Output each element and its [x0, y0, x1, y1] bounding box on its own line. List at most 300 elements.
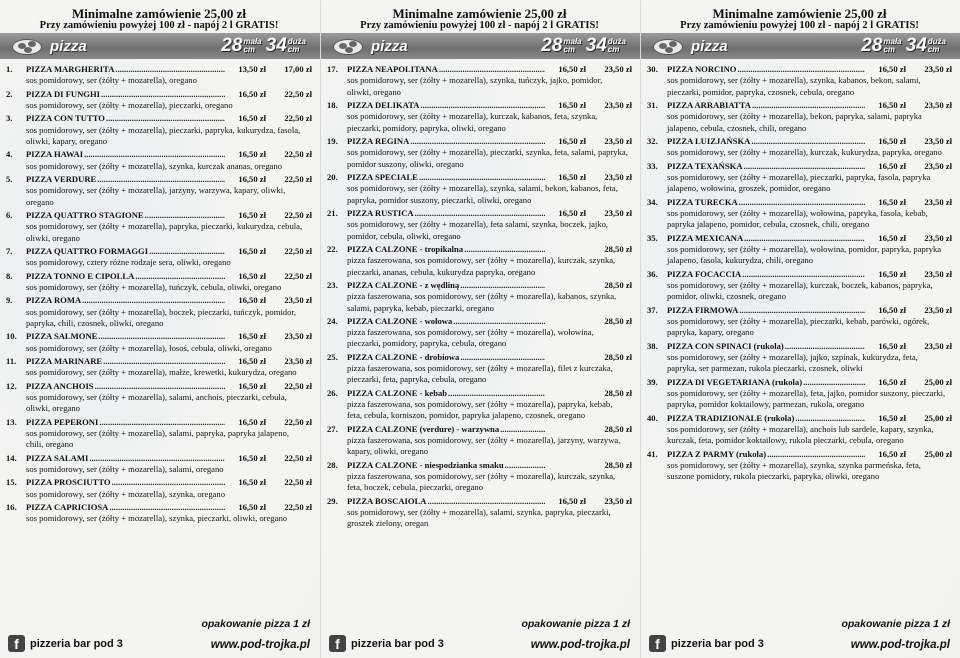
menu-item-row	[647, 449, 952, 460]
item-number: 13.	[6, 416, 17, 427]
price-large: 23,50 zł	[604, 64, 632, 74]
dot-leader	[464, 244, 545, 255]
menu-item-row	[6, 89, 312, 100]
item-ingredients: sos pomidorowy, ser (żółty + mozarella), papryka, pieczarki, kukurydza, cebula, oliwki, oregano	[26, 221, 303, 243]
size-number: 34	[265, 35, 287, 56]
price-large: 25,00 zł	[924, 376, 952, 387]
price-small: 16,50 zł	[878, 99, 906, 110]
price-large: 28,50 zł	[604, 459, 632, 470]
category-title: pizza	[50, 37, 87, 55]
item-number: 38.	[647, 340, 658, 351]
menu-item-row	[647, 136, 952, 147]
dot-leader	[428, 496, 545, 507]
item-ingredients: sos pomidorowy, ser (żółty + mozarella), szynka, kurczak ananas, oregano	[26, 160, 283, 171]
item-name: PIZZA FIRMOWA	[667, 304, 739, 315]
website-link[interactable]: www.pod-trojka.pl	[850, 639, 950, 651]
item-name: PIZZA MARGHERITA	[26, 64, 115, 74]
size-unit: cm	[243, 45, 255, 54]
dot-leader	[145, 210, 225, 221]
menu-item	[6, 149, 312, 172]
item-number: 35.	[647, 232, 658, 243]
menu-item	[327, 316, 632, 350]
pizza-topping-shape	[345, 47, 353, 53]
price-small: 16,50 zł	[238, 502, 266, 513]
menu-item	[6, 381, 312, 415]
price-small: 16,50 zł	[878, 232, 906, 243]
item-number: 22.	[327, 243, 338, 254]
price-small: 16,50 zł	[558, 99, 586, 110]
menu-item-row	[6, 271, 312, 282]
category-band	[321, 33, 640, 59]
menu-item-row	[647, 377, 952, 388]
dot-leader	[500, 424, 545, 435]
category-band	[0, 33, 320, 59]
price-large: 22,50 zł	[284, 113, 312, 124]
dot-leader	[421, 100, 545, 111]
price-small: 16,50 zł	[878, 412, 906, 423]
item-name: PIZZA CALZONE - z wędliną	[347, 279, 460, 290]
pizza-topping-shape	[349, 41, 357, 47]
price-small: 16,50 zł	[558, 171, 586, 182]
price-large: 22,50 zł	[284, 502, 312, 513]
menu-item-row	[327, 388, 632, 399]
item-ingredients: sos pomidorowy, ser (żółty + mozarella), szynka, szynka parmeńska, feta, suszone pomidory, rukola pieczarki, papryka, oliwki, oregano	[667, 459, 921, 482]
item-name: PIZZA ANCHOIS	[26, 380, 94, 391]
item-name: PIZZA NORCINO	[667, 64, 737, 74]
size-label	[288, 38, 306, 54]
item-number: 41.	[647, 448, 658, 459]
pizza-topping-shape	[669, 41, 677, 47]
item-ingredients: sos pomidorowy, ser (żółty + mozarella), szynka, oregano	[26, 488, 226, 499]
item-number: 6.	[6, 210, 13, 221]
item-name: PIZZA LUIZJAŃSKA	[667, 135, 751, 146]
item-number: 27.	[327, 423, 338, 434]
size-name: mała	[563, 37, 582, 46]
dot-leader	[739, 305, 865, 316]
facebook-page-name[interactable]: pizzeria bar pod 3	[671, 638, 764, 650]
menu-item	[6, 210, 312, 244]
price-large: 22,50 zł	[284, 416, 312, 427]
item-ingredients: sos pomidorowy, ser (żółty + mozarella), feta, jajko, pomidor suszony, pieczarki, papryka, pomidor koktailowy, parmezan, rukola, oregano	[667, 387, 946, 410]
price-large: 23,50 zł	[284, 295, 312, 306]
item-number: 11.	[6, 356, 17, 367]
size-large-header	[586, 35, 626, 57]
size-number: 28	[541, 35, 563, 56]
menu-item	[6, 356, 312, 379]
menu-item-row	[647, 233, 952, 244]
menu-item-row	[327, 172, 632, 183]
menu-item-row	[6, 295, 312, 306]
item-number: 10.	[6, 331, 17, 342]
dot-leader	[767, 449, 865, 460]
pizza-logo-icon	[331, 35, 365, 57]
item-number: 37.	[647, 304, 658, 315]
menu-item-row	[327, 100, 632, 111]
price-large: 23,50 zł	[924, 340, 952, 351]
menu-item-row	[647, 269, 952, 280]
size-small-header	[221, 35, 261, 57]
item-number: 33.	[647, 160, 658, 171]
item-ingredients: sos pomidorowy, ser (żółty + mozarella), szynka, salami, bekon, kabanos, feta, papryka, pomidor suszony, pieczarki, oliwki, oregano	[347, 183, 618, 205]
menu-column-3	[640, 0, 960, 658]
dot-leader	[97, 174, 225, 185]
item-ingredients: sos pomidorowy, ser (żółty + mozarella), jarzyny, warzywa, kapary, oliwki, oregano	[26, 185, 286, 207]
price-small: 16,50 zł	[238, 88, 266, 99]
item-name: PIZZA CAPRICIOSA	[26, 502, 109, 513]
menu-item-row	[6, 477, 312, 488]
item-name: PIZZA TURECKA	[667, 196, 738, 207]
size-small-header	[541, 35, 581, 57]
item-name: PIZZA MARINARE	[26, 356, 103, 367]
size-unit: cm	[883, 45, 895, 54]
menu-item-row	[327, 496, 632, 507]
menu-item	[647, 161, 952, 195]
packaging-note: opakowanie pizza 1 zł	[201, 618, 310, 630]
item-name: PIZZA FOCACCIA	[667, 268, 742, 279]
item-number: 21.	[327, 207, 338, 218]
price-large: 23,50 zł	[604, 495, 632, 506]
menu-column-1	[0, 0, 320, 658]
panel-footer	[327, 618, 630, 652]
item-name: PIZZA HAWAI	[26, 149, 84, 160]
item-ingredients: sos pomidorowy, ser (żółty + mozarella), pieczarki, kebab, parówki, ogórek, papryka, kapary, oregano	[667, 315, 930, 338]
price-large: 23,50 zł	[604, 171, 632, 182]
price-large: 28,50 zł	[604, 423, 632, 434]
min-order-heading: Minimalne zamówienie 25,00 zł	[71, 6, 247, 21]
item-name: PIZZA CALZONE - tropikalna	[347, 243, 464, 254]
item-ingredients: pizza faszerowana, sos pomidorowy, ser (żółty + mozarella), kabanos, szynka, salami, papryka, kebab, pieczarki, oregano	[347, 291, 617, 313]
item-ingredients: sos pomidorowy, ser (żółty + mozarella), salami, oregano	[26, 464, 224, 475]
dot-leader	[135, 271, 225, 282]
panel-footer	[6, 618, 310, 652]
size-number: 34	[905, 35, 927, 56]
item-ingredients: pizza faszerowana, sos pomidorowy, ser (żółty + mozarella), kurczak, szynka, feta, boczek, cebula, pieczarki, oregano	[347, 471, 616, 493]
facebook-page-name[interactable]: pizzeria bar pod 3	[351, 638, 444, 650]
promo-text: Przy zamówieniu powyżej 100 zł - napój 2 l GRATIS!	[680, 20, 919, 31]
item-number: 40.	[647, 412, 658, 423]
size-label	[928, 38, 946, 54]
item-name: PIZZA PEPERONI	[26, 416, 99, 427]
price-small: 16,50 zł	[238, 331, 266, 342]
menu-item	[647, 197, 952, 231]
item-ingredients: sos pomidorowy, ser (żółty + mozarella), szynka, kabanos, bekon, salami, pieczarki, pomidor, papryka, czosnek, cebula, oregano	[667, 75, 921, 97]
size-name: mała	[243, 37, 262, 46]
menu-item-row	[647, 197, 952, 208]
dot-leader	[803, 377, 865, 388]
price-large: 22,50 zł	[284, 452, 312, 463]
price-large: 22,50 zł	[284, 88, 312, 99]
menu-item-row	[6, 210, 312, 221]
item-number: 39.	[647, 376, 658, 387]
menu-item-row	[327, 424, 632, 435]
menu-item	[647, 449, 952, 483]
price-small: 16,50 zł	[238, 246, 266, 257]
item-ingredients: sos pomidorowy, ser (żółty + mozarella), małże, krewetki, kukurydza, oregano	[26, 367, 297, 378]
price-small: 16,50 zł	[238, 416, 266, 427]
item-number: 17.	[327, 64, 338, 74]
size-name: duża	[927, 37, 946, 46]
size-unit: cm	[287, 45, 300, 54]
size-headers	[541, 33, 626, 59]
menu-item-row	[6, 331, 312, 342]
item-number: 7.	[6, 246, 13, 257]
menu-item	[6, 271, 312, 294]
price-large: 22,50 zł	[284, 149, 312, 160]
menu-item-row	[647, 413, 952, 424]
item-name: PIZZA DI FUNGHI	[26, 88, 101, 99]
item-name: PIZZA CALZONE - drobiowa	[347, 351, 460, 362]
item-name: PIZZA DELIKATA	[347, 99, 420, 110]
price-small: 16,50 zł	[878, 340, 906, 351]
menu-item	[327, 460, 632, 494]
price-small: 16,50 zł	[878, 268, 906, 279]
menu-item	[647, 341, 952, 375]
size-label	[608, 38, 626, 54]
item-name: PIZZA SPECIALE	[347, 171, 418, 182]
price-large: 23,50 zł	[604, 135, 632, 146]
dot-leader	[505, 460, 545, 471]
size-label	[563, 38, 581, 54]
facebook-icon[interactable]: f	[8, 635, 25, 652]
size-name: duża	[287, 37, 306, 46]
price-small: 16,50 zł	[558, 495, 586, 506]
dot-leader	[149, 246, 225, 257]
menu-item-row	[6, 149, 312, 160]
pizza-topping-shape	[28, 41, 36, 47]
item-ingredients: sos pomidorowy, ser (żółty + mozarella), wołowina, papryka, fasola, kebab, papryka jalapeno, pomidor, cebula, czosnek, chili, oregano	[667, 207, 928, 230]
menu-item	[647, 377, 952, 411]
item-name: PIZZA DI VEGETARIANA (rukola)	[667, 376, 803, 387]
menu-item	[327, 388, 632, 422]
size-number: 34	[585, 35, 607, 56]
item-ingredients: sos pomidorowy, cztery różne rodzaje sera, oliwki, oregano	[26, 257, 231, 268]
menu-item	[327, 424, 632, 458]
item-ingredients: sos pomidorowy, ser (żółty + mozarella), wołowina, pomidor, papryka, papryka jalapeno, fasola, kukurydza, chili, oregano	[667, 243, 942, 266]
price-small: 16,50 zł	[878, 160, 906, 171]
menu-item	[647, 136, 952, 159]
item-ingredients: sos pomidorowy, ser (żółty + mozarella), szynka, tuńczyk, jajko, pomidor, oliwki, oregano	[347, 75, 603, 97]
item-ingredients: sos pomidorowy, ser (żółty + mozarella), salami, anchois, pieczarki, cebula, oliwki, oregano	[26, 392, 287, 414]
dot-leader	[106, 113, 225, 124]
menu-item	[6, 502, 312, 525]
price-small: 16,50 zł	[238, 270, 266, 281]
price-large: 17,00 zł	[284, 64, 312, 74]
menu-item	[327, 136, 632, 170]
price-small: 16,50 zł	[238, 174, 266, 185]
facebook-icon[interactable]: f	[329, 635, 346, 652]
packaging-note: opakowanie pizza 1 zł	[841, 618, 950, 630]
item-name: PIZZA Z PARMY (rukola)	[667, 448, 767, 459]
item-ingredients: sos pomidorowy, ser (żółty + mozarella), kurczak, kabanos, feta, szynka, pieczarki, pomidory, papryka, oliwki, oregano	[347, 111, 598, 133]
price-large: 23,50 zł	[924, 160, 952, 171]
category-title: pizza	[691, 37, 728, 55]
item-name: PIZZA MEXICANA	[667, 232, 744, 243]
price-small: 16,50 zł	[558, 135, 586, 146]
item-name: PIZZA CALZONE (verdure) - warzywna	[347, 423, 500, 434]
item-name: PIZZA BOSCAIOLA	[347, 495, 427, 506]
item-number: 32.	[647, 135, 658, 146]
item-number: 9.	[6, 295, 13, 306]
menu-item-row	[6, 64, 312, 75]
price-large: 23,50 zł	[924, 196, 952, 207]
dot-leader	[89, 453, 225, 464]
price-large: 23,50 zł	[924, 304, 952, 315]
item-ingredients: sos pomidorowy, ser (żółty + mozarella), salami, szynka, papryka, pieczarki, groszek zielony, oregan	[347, 507, 611, 529]
item-ingredients: sos pomidorowy, ser (żółty + mozarella), pieczarki, oregano	[26, 99, 233, 110]
menu-item	[327, 352, 632, 386]
price-large: 22,50 zł	[284, 174, 312, 185]
item-name: PIZZA TEXAŃSKA	[667, 160, 743, 171]
item-name: PIZZA TRADIZIONALE (rukola)	[667, 412, 795, 423]
dot-leader	[101, 89, 225, 100]
price-small: 16,50 zł	[878, 64, 906, 74]
item-name: PIZZA CALZONE - niespodzianka smaku	[347, 459, 504, 470]
price-small: 16,50 zł	[238, 210, 266, 221]
menu-item-row	[327, 316, 632, 327]
price-small: 16,50 zł	[878, 196, 906, 207]
category-band	[641, 33, 960, 59]
menu-item-row	[327, 136, 632, 147]
price-small: 16,50 zł	[238, 452, 266, 463]
size-unit: cm	[563, 45, 575, 54]
facebook-icon[interactable]: f	[649, 635, 666, 652]
dot-leader	[98, 331, 225, 342]
promo-text: Przy zamówieniu powyżej 100 zł - napój 2 l GRATIS!	[39, 20, 279, 31]
menu-item	[327, 172, 632, 206]
dot-leader	[739, 197, 865, 208]
item-name: PIZZA TONNO E CIPOLLA	[26, 270, 135, 281]
item-number: 5.	[6, 174, 13, 185]
item-number: 29.	[327, 495, 338, 506]
price-large: 22,50 zł	[284, 210, 312, 221]
menu-item	[647, 413, 952, 447]
menu-item-row	[6, 453, 312, 464]
item-number: 19.	[327, 135, 338, 146]
size-large-header	[906, 35, 946, 57]
price-small: 16,50 zł	[558, 207, 586, 218]
item-ingredients: sos pomidorowy, ser (żółty + mozarella), anchois lub sardele, kapary, szynka, kurczak, feta, pomidor koktailowy, rukola pieczarki, cebula, oregano	[667, 423, 934, 446]
pizza-topping-shape	[665, 47, 673, 53]
item-ingredients: pizza faszerowana, sos pomidorowy, ser (żółty + mozarella), papryka, kebab, feta, cebula, korniszon, pomidor, papryka jalapeno, czosnek, oregano	[347, 399, 613, 421]
item-name: PIZZA NEAPOLITANA	[347, 64, 438, 74]
size-large-header	[266, 35, 306, 57]
panel-footer	[647, 618, 950, 652]
website-link[interactable]: www.pod-trojka.pl	[530, 639, 630, 651]
item-number: 23.	[327, 279, 338, 290]
item-number: 16.	[6, 502, 17, 513]
price-small: 16,50 zł	[238, 380, 266, 391]
menu-item	[327, 208, 632, 242]
item-ingredients: sos pomidorowy, ser (żółty + mozarella), kurczak, kukurydza, papryka, oregano	[667, 147, 942, 158]
price-small: 16,50 zł	[558, 64, 586, 74]
menu-item	[327, 244, 632, 278]
menu-item-row	[327, 244, 632, 255]
price-small: 13,50 zł	[238, 64, 266, 74]
category-title: pizza	[371, 37, 408, 55]
menu-column-2	[320, 0, 640, 658]
dot-leader	[115, 64, 225, 75]
price-large: 23,50 zł	[604, 99, 632, 110]
menu-item	[6, 89, 312, 112]
dot-leader	[795, 413, 865, 424]
menu-item	[6, 477, 312, 500]
item-number: 4.	[6, 149, 13, 160]
min-order-heading: Minimalne zamówienie 25,00 zł	[392, 6, 567, 21]
menu-item	[647, 233, 952, 267]
menu-item-row	[6, 246, 312, 257]
packaging-note: opakowanie pizza 1 zł	[521, 618, 630, 630]
dot-leader	[744, 233, 865, 244]
dot-leader	[785, 341, 865, 352]
size-name: duża	[607, 37, 626, 46]
item-name: PIZZA ROMA	[26, 295, 82, 306]
price-large: 28,50 zł	[604, 387, 632, 398]
size-unit: cm	[927, 45, 940, 54]
item-ingredients: pizza faszerowana, sos pomidorowy, ser (żółty + mozarella), filet z kurczaka, pieczarki, feta, papryka, cebula, oregano	[347, 363, 613, 385]
menu-item	[6, 417, 312, 451]
menu-item-row	[327, 352, 632, 363]
price-large: 23,50 zł	[284, 356, 312, 367]
facebook-page-name[interactable]: pizzeria bar pod 3	[30, 638, 123, 650]
menu-item-row	[647, 161, 952, 172]
pizza-topping-shape	[24, 47, 32, 53]
item-number: 15.	[6, 477, 17, 488]
item-name: PIZZA CALZONE - wołowa	[347, 315, 453, 326]
menu-item-row	[6, 356, 312, 367]
pizza-list	[6, 64, 312, 525]
price-small: 16,50 zł	[238, 149, 266, 160]
dot-leader	[109, 502, 225, 513]
price-small: 16,50 zł	[238, 295, 266, 306]
item-ingredients: pizza faszerowana, sos pomidorowy, ser (żółty + mozarella), jarzyny, warzywa, kapary, oliwki, oregano	[347, 435, 621, 457]
item-number: 30.	[647, 64, 658, 74]
dot-leader	[99, 417, 225, 428]
menu-item-row	[327, 280, 632, 291]
price-large: 22,50 zł	[284, 270, 312, 281]
price-large: 28,50 zł	[604, 243, 632, 254]
menu-item-row	[647, 305, 952, 316]
item-ingredients: sos pomidorowy, ser (żółty + mozarella), salami, papryka, papryka jalapeno, chili, oregano	[26, 428, 289, 450]
website-link[interactable]: www.pod-trojka.pl	[210, 639, 310, 651]
menu-item	[327, 280, 632, 314]
menu-item	[6, 331, 312, 354]
menu-item-row	[6, 381, 312, 392]
menu-item-row	[647, 100, 952, 111]
pizza-list	[647, 64, 952, 482]
item-name: PIZZA CON TUTTO	[26, 113, 105, 124]
item-ingredients: sos pomidorowy, ser (żółty + mozarella), pieczarki, szynka, feta, salami, papryka, pomidor suszony, oliwki, oregano	[347, 147, 628, 169]
price-large: 22,50 zł	[284, 477, 312, 488]
menu-item-row	[6, 174, 312, 185]
item-number: 8.	[6, 270, 13, 281]
menu-item-row	[6, 502, 312, 513]
item-name: PIZZA VERDURE	[26, 174, 97, 185]
dot-leader	[84, 149, 225, 160]
size-label	[883, 38, 901, 54]
dot-leader	[744, 161, 865, 172]
item-ingredients: sos pomidorowy, ser (żółty + mozarella), oregano	[26, 75, 197, 86]
dot-leader	[410, 136, 545, 147]
item-number: 36.	[647, 268, 658, 279]
item-number: 20.	[327, 171, 338, 182]
size-headers	[861, 33, 946, 59]
size-headers	[221, 33, 306, 59]
item-number: 24.	[327, 315, 338, 326]
pizza-logo-icon	[651, 35, 685, 57]
dot-leader	[751, 136, 865, 147]
item-ingredients: pizza faszerowana, sos pomidorowy, ser (żółty + mozarella), wołowina, pieczarki, pomidory, papryka, cebula, oregano	[347, 327, 594, 349]
menu-item-row	[327, 64, 632, 75]
